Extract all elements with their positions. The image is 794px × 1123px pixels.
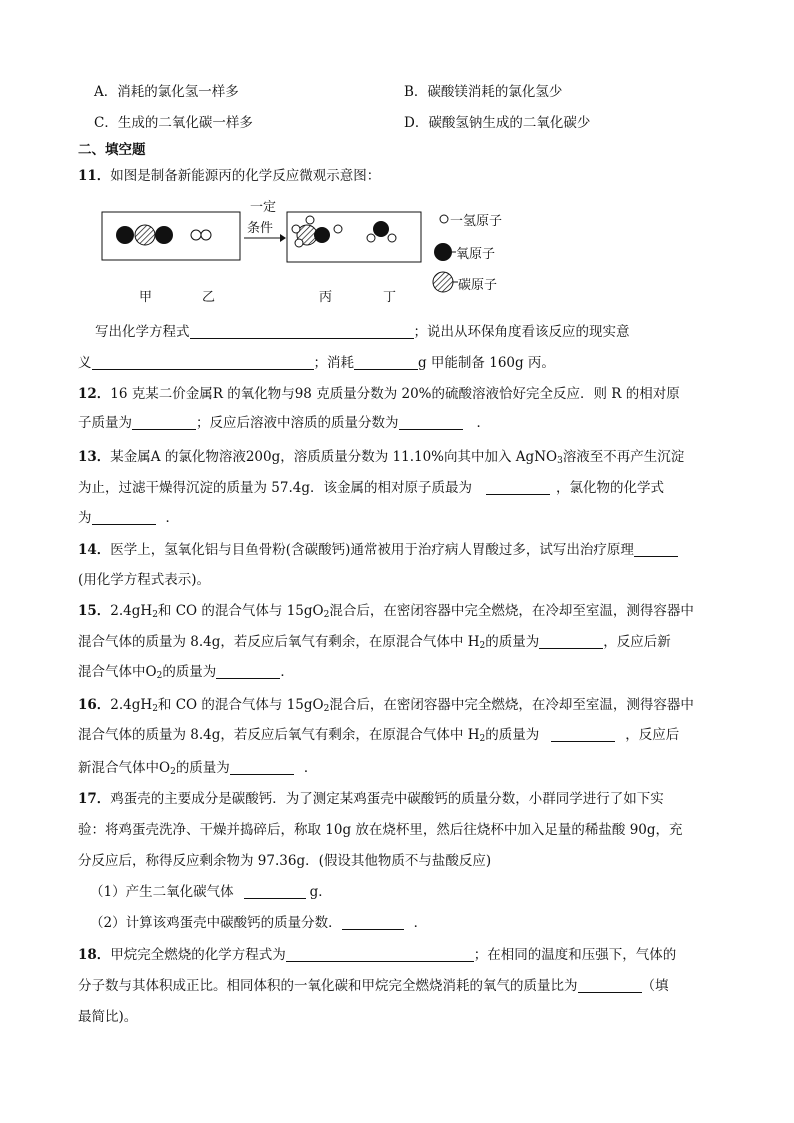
- q12-l1: 16 克某二价金属R 的氧化物与98 克质量分数为 20%的硫酸溶液恰好完全反应．则 R 的相对原: [110, 386, 680, 402]
- option-a: A．消耗的氯化氢一样多: [94, 84, 239, 100]
- option-c: C．生成的二氧化碳一样多: [94, 115, 253, 131]
- q17-l1: 鸡蛋壳的主要成分是碳酸钙．为了测定某鸡蛋壳中碳酸钙的质量分数，小群同学进行了如下实: [110, 791, 664, 807]
- q16-l1c: 混合后，在密闭容器中完全燃烧，在冷却至室温，测得容器中: [329, 697, 694, 713]
- q11-stem: 如图是制备新能源丙的化学反应微观示意图：: [110, 168, 381, 184]
- q18-blank-equation[interactable]: [286, 947, 474, 962]
- q14-number: 14．: [78, 542, 111, 558]
- q17-s2a: （2）计算该鸡蛋壳中碳酸钙的质量分数．: [90, 915, 342, 931]
- q17-line2: 验：将鸡蛋壳洗净、干燥并捣碎后，称取 10g 放在烧杯里，然后往烧杯中加入足量的稀盐酸 90g，充: [78, 822, 683, 838]
- q16-blank-2[interactable]: [230, 760, 294, 775]
- q14-l1: 医学上，氢氧化铝与目鱼骨粉(含碳酸钙)通常被用于治疗病人胃酸过多，试写出治疗原理: [110, 542, 634, 558]
- legend-hydrogen-icon: [440, 215, 448, 223]
- q16-line2: [78, 725, 679, 745]
- methane-like-molecule: [116, 225, 173, 245]
- q15-line2: [78, 632, 671, 652]
- q11-l1a: 写出化学方程式: [95, 324, 190, 340]
- q11-blank-mass[interactable]: [354, 355, 418, 370]
- q18-l1a: 甲烷完全燃烧的化学方程式为: [110, 947, 286, 963]
- option-b: B．碳酸镁消耗的氯化氢少: [404, 84, 563, 100]
- q12-number: 12．: [78, 386, 111, 402]
- q13-line2: [78, 478, 664, 498]
- q16-blank-1[interactable]: [551, 727, 615, 742]
- reaction-diagram: [100, 198, 520, 308]
- q11-text: [78, 166, 380, 186]
- q15-l3a: 混合气体中O: [78, 664, 157, 680]
- q16-l3c: ．: [303, 760, 318, 776]
- q16-sub-h2: 2: [152, 704, 158, 714]
- q14-line1: [78, 540, 678, 560]
- q15-l2c: ，反应后新: [603, 634, 671, 650]
- legend-oxygen-icon: [434, 243, 456, 261]
- q13-l3a: 为: [78, 510, 92, 526]
- q18-number: 18．: [78, 947, 111, 963]
- q13-sub3: 3: [557, 456, 563, 466]
- q12-line1: [78, 384, 680, 404]
- q16-l2a: 混合气体的质量为 8.4g，若反应后氧气有剩余，在原混合气体中 H: [78, 727, 480, 743]
- q17-blank-2[interactable]: [342, 915, 404, 930]
- q15-number: 15．: [78, 603, 111, 619]
- q16-number: 16．: [78, 697, 111, 713]
- q16-sub-o2: 2: [323, 704, 330, 714]
- q17-blank-1[interactable]: [244, 884, 306, 899]
- q15-blank-2[interactable]: [216, 664, 280, 679]
- q15-sub-h2: 2: [152, 610, 158, 620]
- q16-line3: [78, 758, 317, 778]
- q12-l2b: ；反应后溶液中溶质的质量分数为: [196, 415, 399, 431]
- q17-number: 17．: [78, 791, 111, 807]
- q11-line2: [78, 353, 555, 373]
- q15-l2b: 的质量为: [485, 634, 540, 650]
- q15-sub-o2: 2: [323, 610, 330, 620]
- q18-line2: [78, 976, 669, 996]
- q11-blank-meaning[interactable]: [92, 355, 314, 370]
- q18-blank-ratio[interactable]: [578, 978, 642, 993]
- q13-l3b: ．: [165, 510, 179, 526]
- q13-l2a: 为止，过滤干燥得沉淀的质量为 57.4g．该金属的相对原子质最为: [78, 480, 472, 496]
- q11-l2a: 义: [78, 355, 92, 371]
- q18-line1: [78, 945, 676, 965]
- legend-oxygen-label: 氧原子: [456, 247, 496, 262]
- q11-number: 11．: [78, 168, 111, 184]
- label-jia: 甲: [139, 290, 153, 305]
- q12-blank-2[interactable]: [399, 415, 463, 430]
- q16-sub-h2b: 2: [479, 734, 486, 744]
- q16-l2b: 的质量为: [485, 727, 540, 743]
- q11-l2b: ；消耗: [313, 355, 354, 371]
- q16-l2c: ，反应后: [625, 727, 680, 743]
- label-bing: 丙: [319, 290, 333, 305]
- methanol-molecule: [292, 216, 342, 247]
- q15-l2a: 混合气体的质量为 8.4g，若反应后氧气有剩余，在原混合气体中 H: [78, 634, 480, 650]
- q13-number: 13．: [78, 449, 111, 465]
- q17-s2b: ．: [413, 915, 428, 931]
- q16-l3a: 新混合气体中O: [78, 760, 171, 776]
- q11-l1b: ；说出从环保角度看该反应的现实意: [413, 324, 630, 340]
- q16-l3b: 的质量为: [175, 760, 230, 776]
- q18-l2b: （填: [641, 978, 669, 994]
- q16-l1a: 2.4gH: [110, 697, 153, 713]
- q12-l2a: 子质量为: [78, 415, 132, 431]
- q18-l1b: ；在相同的温度和压强下，气体的: [473, 947, 677, 963]
- option-d: D．碳酸氢钠生成的二氧化碳少: [404, 115, 591, 131]
- q11-l2c: g 甲能制备 160g 丙。: [418, 355, 555, 371]
- arrow-condition-bottom: 条件: [247, 221, 274, 236]
- q16-l1b: 和 CO 的混合气体与 15gO: [157, 697, 324, 713]
- q15-line3: [78, 662, 294, 682]
- q12-line2: [78, 413, 490, 433]
- arrow-condition-top: 一定: [250, 200, 277, 215]
- section-title: 二、填空题: [78, 142, 146, 158]
- q15-l3c: ．: [280, 664, 294, 680]
- q14-blank[interactable]: [634, 542, 678, 557]
- q15-l1c: 混合后，在密闭容器中完全燃烧，在冷却至室温，测得容器中: [329, 603, 694, 619]
- q14-line2: (用化学方程式表示)。: [78, 572, 211, 588]
- label-ding: 丁: [383, 290, 397, 305]
- q13-l1b: 溶液至不再产生沉淀: [562, 449, 685, 465]
- q12-blank-1[interactable]: [132, 415, 196, 430]
- q11-line1: [95, 322, 630, 342]
- q17-s1a: （1）产生二氧化碳气体: [90, 884, 234, 900]
- q13-blank-1[interactable]: [486, 480, 550, 495]
- arrow-head: [280, 234, 286, 242]
- q15-l1b: 和 CO 的混合气体与 15gO: [157, 603, 324, 619]
- q17-sub1: [90, 882, 332, 902]
- q11-blank-equation[interactable]: [190, 324, 414, 339]
- q17-line1: [78, 789, 664, 809]
- q15-line1: [78, 601, 694, 621]
- q12-l2c: ．: [476, 415, 490, 431]
- q15-l1a: 2.4gH: [110, 603, 153, 619]
- legend-carbon-label: 碳原子: [458, 278, 498, 293]
- q17-s1b: g．: [309, 884, 332, 900]
- water-molecule: [367, 221, 396, 242]
- q17-sub2: [90, 913, 427, 933]
- legend-carbon-icon: [433, 272, 458, 292]
- q13-blank-2[interactable]: [92, 510, 156, 525]
- q18-l2a: 分子数与其体积成正比。相同体积的一氧化碳和甲烷完全燃烧消耗的氧气的质量比为: [78, 978, 578, 994]
- q13-l1a: 某金属A 的氯化物溶液200g，溶质质量分数为 11.10%向其中加入 AgNO: [110, 449, 558, 465]
- q13-line1: [78, 447, 684, 467]
- q16-line1: [78, 695, 694, 715]
- q15-sub-o2b: 2: [156, 671, 163, 681]
- q15-blank-1[interactable]: [539, 634, 603, 649]
- q13-line3: [78, 508, 179, 528]
- q13-l2b: ，氯化物的化学式: [556, 480, 664, 496]
- label-yi: 乙: [202, 290, 216, 305]
- q16-sub-o2b: 2: [170, 767, 176, 777]
- legend-hydrogen-label: 一氢原子: [450, 214, 503, 229]
- q17-line3: 分反应后，称得反应剩余物为 97.36g．(假设其他物质不与盐酸反应): [78, 853, 492, 869]
- q18-line3: 最简比)。: [78, 1009, 138, 1025]
- q15-sub-h2b: 2: [479, 641, 486, 651]
- q15-l3b: 的质量为: [162, 664, 217, 680]
- hydrogen-molecule: [191, 230, 211, 240]
